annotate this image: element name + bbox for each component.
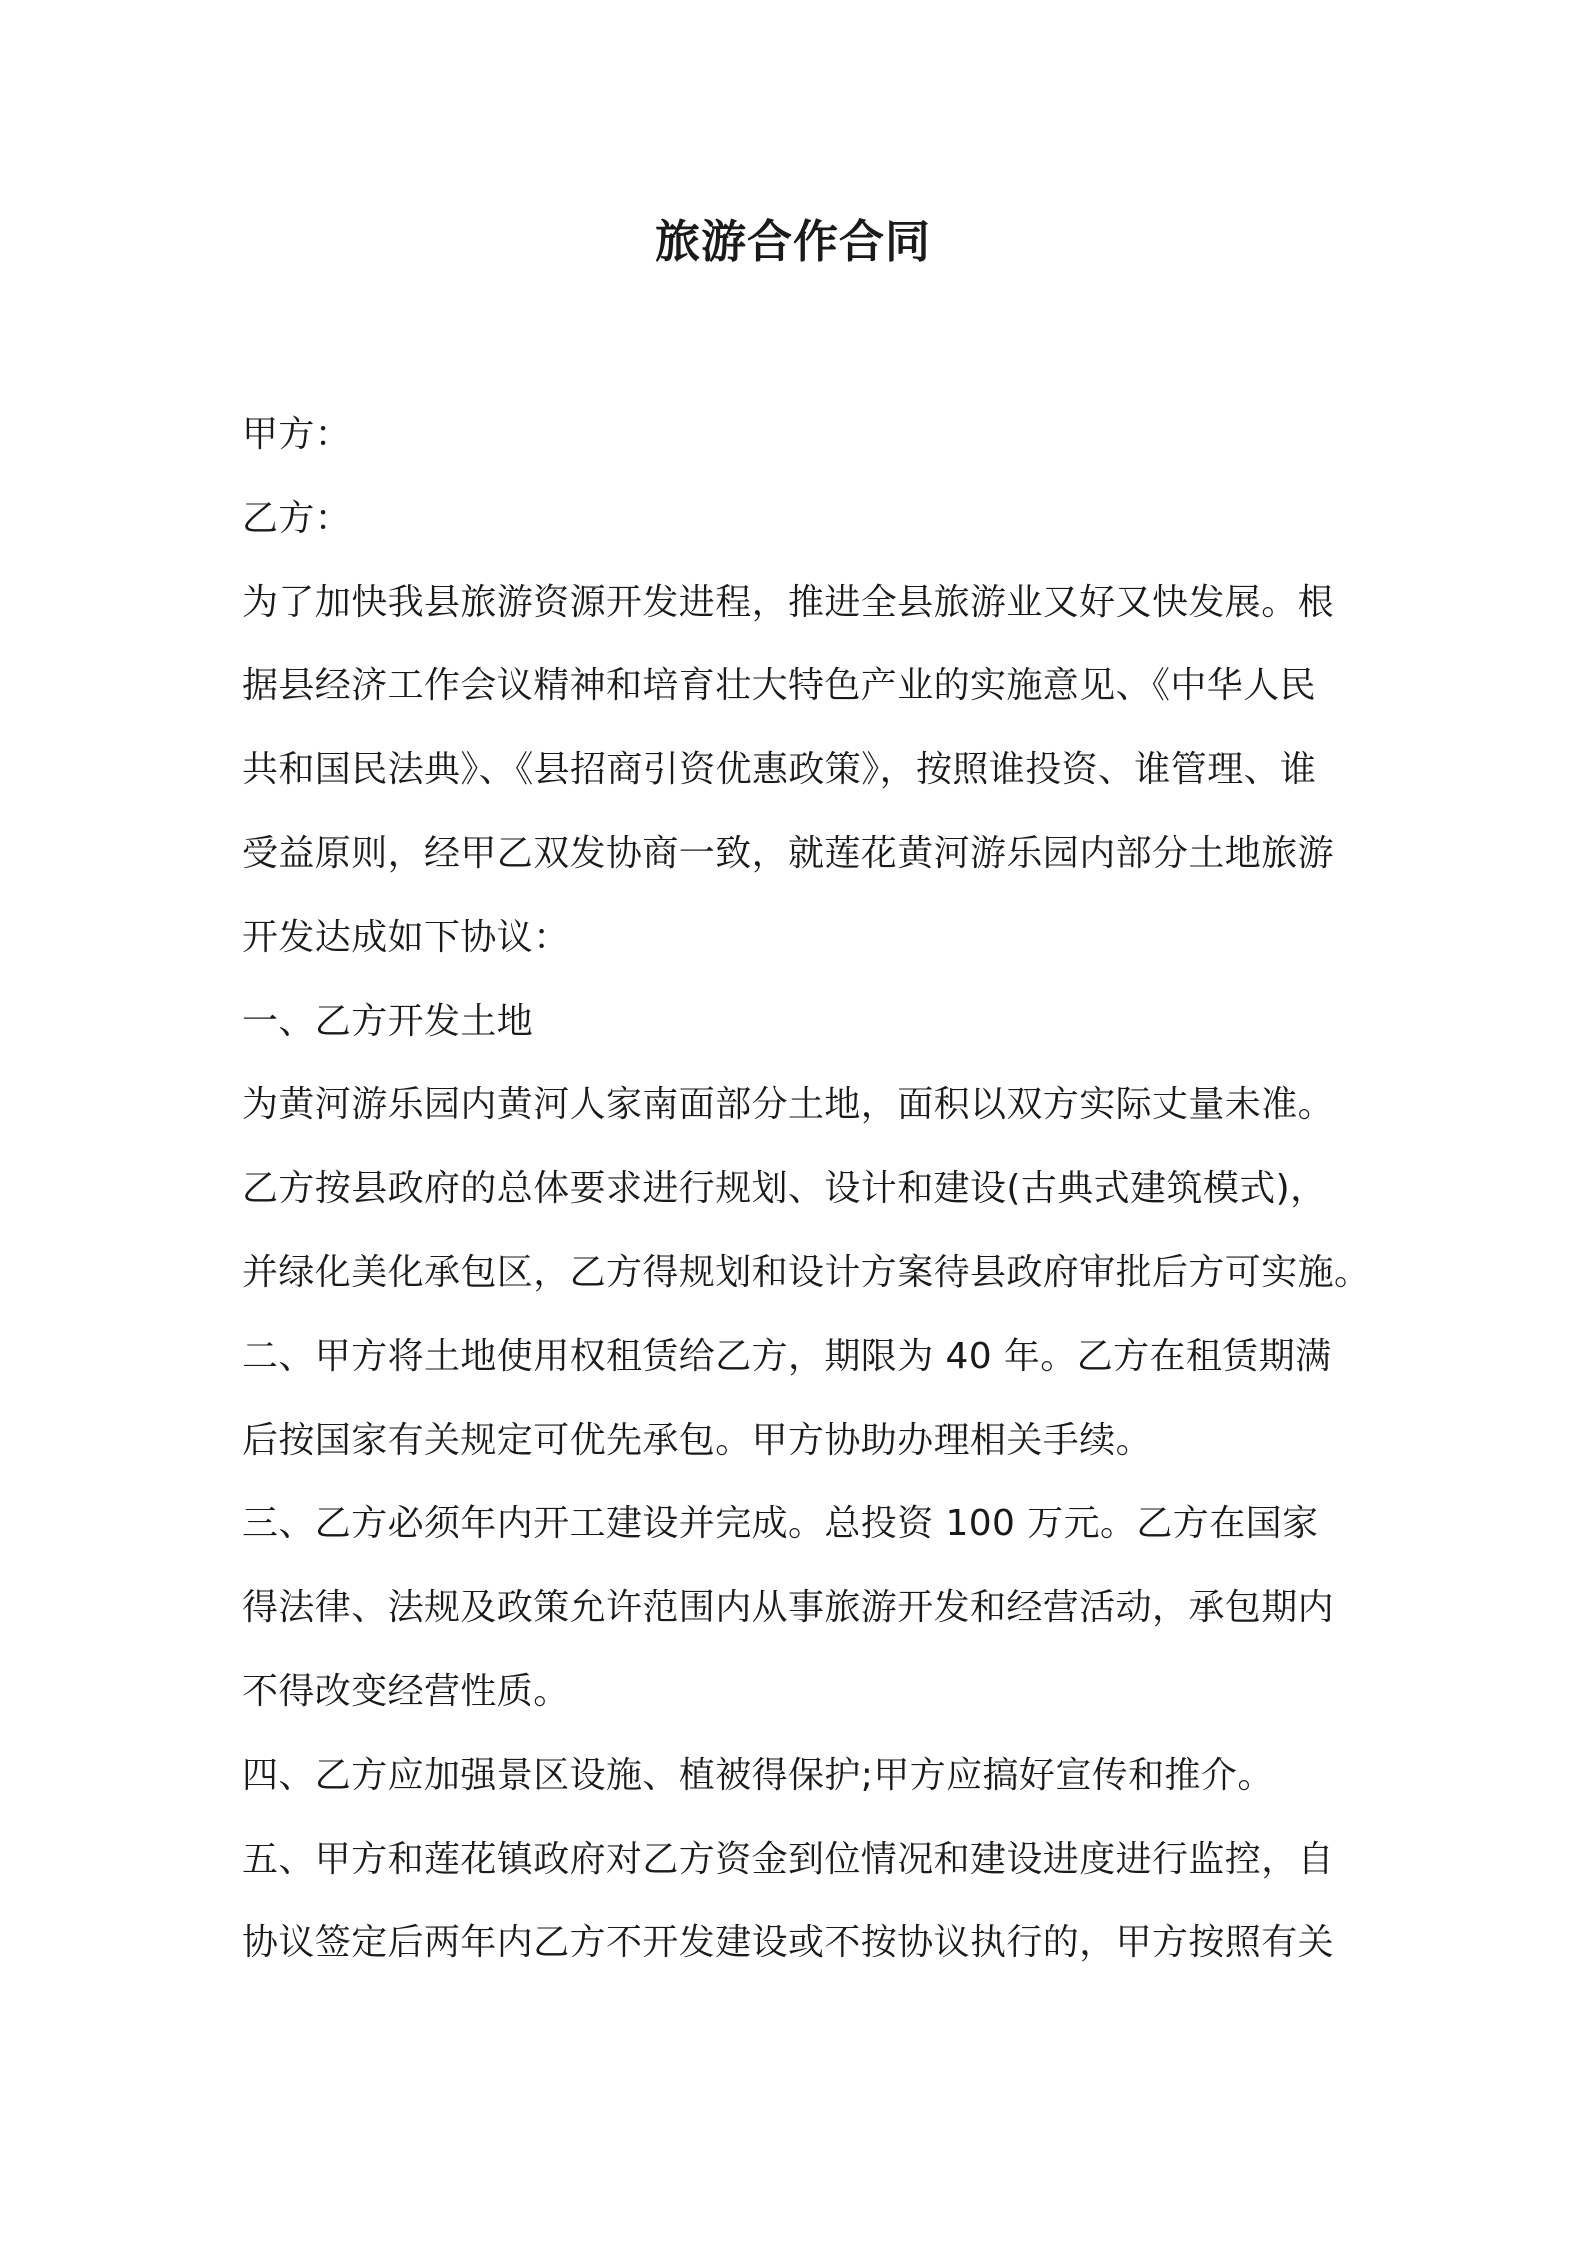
party-a-line: 甲方：: [242, 414, 352, 455]
clause-3-line-2: 得法律、法规及政策允许范围内从事旅游开发和经营活动，承包期内: [242, 1587, 1335, 1628]
clause-1-heading: 一、乙方开发土地: [242, 1001, 534, 1042]
clause-3-line-1: 三、乙方必须年内开工建设并完成。总投资 100 万元。乙方在国家: [242, 1503, 1319, 1544]
document-title: 旅游合作合同: [654, 215, 931, 268]
clause-5-line-2: 协议签定后两年内乙方不开发建设或不按协议执行的，甲方按照有关: [242, 1922, 1335, 1963]
preamble-line-5: 开发达成如下协议：: [242, 917, 570, 958]
clause-2-line-2: 后按国家有关规定可优先承包。甲方协助办理相关手续。: [242, 1420, 1153, 1461]
clause-1-line-2: 乙方按县政府的总体要求进行规划、设计和建设(古典式建筑模式)，: [242, 1168, 1327, 1209]
clause-5-line-1: 五、甲方和莲花镇政府对乙方资金到位情况和建设进度进行监控，自: [242, 1839, 1335, 1880]
preamble-line-3: 共和国民法典》、《县招商引资优惠政策》，按照谁投资、谁管理、谁: [242, 749, 1317, 790]
clause-3-line-3: 不得改变经营性质。: [242, 1671, 570, 1712]
clause-4-line-1: 四、乙方应加强景区设施、植被得保护;甲方应搞好宣传和推介。: [242, 1755, 1274, 1796]
preamble-line-4: 受益原则，经甲乙双发协商一致，就莲花黄河游乐园内部分土地旅游: [242, 833, 1335, 874]
party-b-line: 乙方：: [242, 498, 352, 539]
clause-1-line-1: 为黄河游乐园内黄河人家南面部分土地，面积以双方实际丈量未准。: [242, 1084, 1335, 1125]
clause-1-line-3: 并绿化美化承包区，乙方得规划和设计方案待县政府审批后方可实施。: [242, 1252, 1371, 1293]
preamble-line-2: 据县经济工作会议精神和培育壮大特色产业的实施意见、《中华人民: [242, 665, 1317, 706]
preamble-line-1: 为了加快我县旅游资源开发进程，推进全县旅游业又好又快发展。根: [242, 582, 1335, 623]
clause-2-line-1: 二、甲方将土地使用权租赁给乙方，期限为 40 年。乙方在租赁期满: [242, 1336, 1332, 1377]
